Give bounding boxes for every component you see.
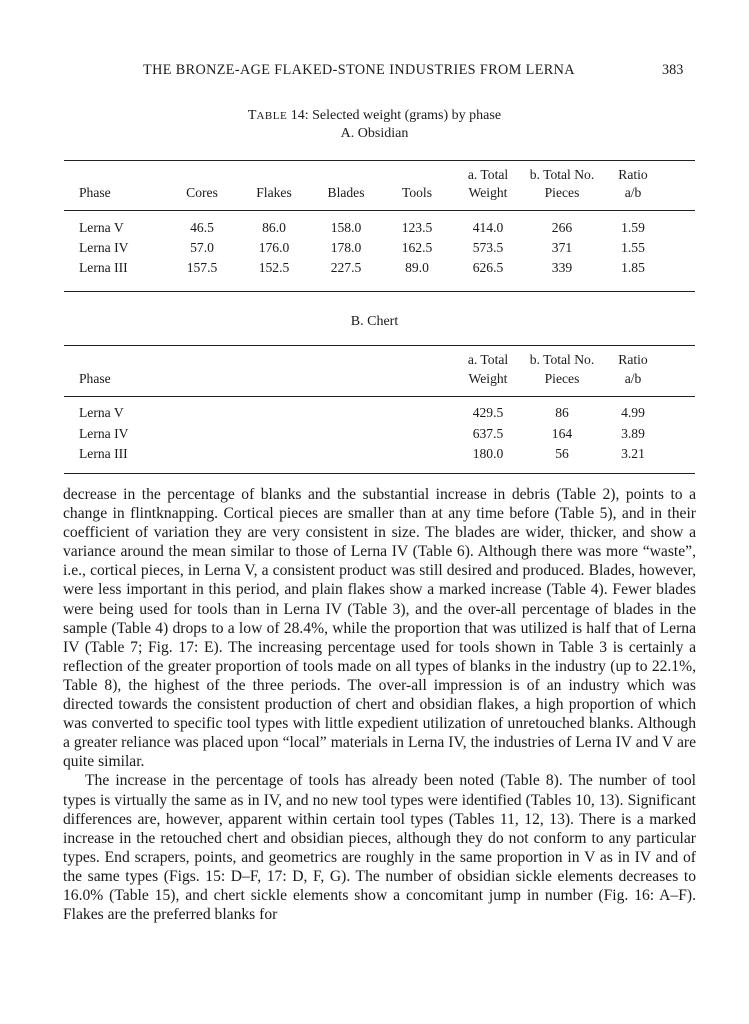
a-header-tools: Tools — [401, 185, 432, 200]
a-row-3-flakes: 152.5 — [258, 260, 290, 275]
a-row-2-tools: 162.5 — [401, 240, 433, 255]
a-header-total-no-1: b. Total No. — [529, 167, 595, 182]
a-header-total-no-2: Pieces — [544, 185, 580, 200]
a-header-total-weight-1: a. Total — [467, 167, 509, 182]
a-row-3-phase: Lerna III — [79, 260, 128, 275]
table-a-top-rule — [64, 160, 695, 161]
b-header-ratio-2: a/b — [624, 371, 642, 386]
table-b-top-rule — [64, 345, 695, 346]
a-row-1-flakes: 86.0 — [262, 220, 286, 235]
table-b-bottom-rule — [64, 473, 695, 474]
a-header-cores: Cores — [186, 185, 218, 200]
b-row-2-phase: Lerna IV — [79, 426, 129, 441]
a-row-2-flakes: 176.0 — [258, 240, 290, 255]
paragraph-1: decrease in the percentage of blanks and the substantial increase in debris (Table 2), points to a change in flintknapping. Cortical pieces are smaller than at any time before (Table 5), and in their coefficient of variation they are very consistent in size. The blades are wider, thicker, and show a variance around the mean similar to those of Lerna IV (Table 6). Although there was more “waste”, i.e., cortical pieces, in Lerna V, a consistent product was still desired and produced. Blades, however, were less important in this period, and plain flakes show a marked increase (Table 4). Fewer blades were being used for tools than in Lerna IV (Table 3), and the over-all percentage of blades in the sample (Table 4) drops to a low of 28.4%, while the proportion that was utilized is half that of Lerna IV (Table 7; Fig. 17: E). The increasing percentage used for tools shown in Table 3 is certainly a reflection of the greater proportion of tools made on all types of blanks in the industry (up to 22.1%, Table 8), the highest of the three periods. The over-all impression is of an industry which was directed towards the consistent production of chert and obsidian flakes, a high proportion of which was converted to specific tool types with little expedient utilization of unretouched blanks. Although a greater reliance was placed upon “local” materials in Lerna IV, the industries of Lerna IV and V are quite similar. — [63, 486, 696, 771]
a-row-3-tools: 89.0 — [405, 260, 429, 275]
b-row-2-ratio: 3.89 — [621, 426, 645, 441]
a-row-3-total-weight: 626.5 — [472, 260, 504, 275]
b-header-total-no-2: Pieces — [544, 371, 580, 386]
section-a-title: A. Obsidian — [340, 126, 409, 141]
a-row-1-phase: Lerna V — [79, 220, 124, 235]
b-header-phase: Phase — [79, 371, 111, 386]
b-row-1-phase: Lerna V — [79, 405, 124, 420]
a-row-2-cores: 57.0 — [190, 240, 214, 255]
caption-number: 14: — [290, 108, 309, 123]
table-b-header-rule — [64, 396, 695, 397]
a-row-1-blades: 158.0 — [330, 220, 362, 235]
b-header-ratio-1: Ratio — [618, 352, 648, 367]
b-row-3-total-weight: 180.0 — [472, 446, 504, 461]
a-row-3-ratio: 1.85 — [621, 260, 645, 275]
paragraph-2: The increase in the percentage of tools has already been noted (Table 8). The number of tool types is virtually the same as in IV, and no new tool types were identified (Tables 10, 13). Significant differences are, however, apparent within certain tool types (Tables 11, 12, 13). There is a marked increase in the retouched chert and obsidian pieces, although they do not conform to any particular types. End scrapers, points, and geometrics are roughly in the same proportion in V as in IV and of the same types (Figs. 15: D–F, 17: D, F, G). The number of obsidian sickle elements decreases to 16.0% (Table 15), and chert sickle elements show a concomitant jump in number (Fig. 16: A–F). Flakes are the preferred blanks for — [63, 772, 696, 924]
b-row-1-ratio: 4.99 — [621, 405, 645, 420]
a-header-blades: Blades — [327, 185, 365, 200]
caption-label-first: T — [247, 108, 257, 123]
caption-text: Selected weight (grams) by phase — [312, 108, 502, 123]
a-row-3-blades: 227.5 — [330, 260, 362, 275]
b-row-2-total-weight: 637.5 — [472, 426, 504, 441]
table-a-bottom-rule — [64, 291, 695, 292]
a-row-1-tools: 123.5 — [401, 220, 433, 235]
a-header-phase: Phase — [79, 185, 111, 200]
caption-label-rest: ABLE — [256, 110, 288, 122]
b-row-3-ratio: 3.21 — [621, 446, 645, 461]
a-row-2-phase: Lerna IV — [79, 240, 129, 255]
b-header-total-weight-2: Weight — [468, 371, 508, 386]
a-header-flakes: Flakes — [256, 185, 292, 200]
a-row-1-cores: 46.5 — [190, 220, 214, 235]
a-row-2-blades: 178.0 — [330, 240, 362, 255]
a-header-ratio-1: Ratio — [618, 167, 648, 182]
page-number: 383 — [662, 62, 684, 78]
a-row-2-total-weight: 573.5 — [472, 240, 504, 255]
b-header-total-no-1: b. Total No. — [529, 352, 595, 367]
body-text — [63, 485, 696, 924]
a-row-2-ratio: 1.55 — [621, 240, 645, 255]
b-row-2-total-no: 164 — [551, 426, 573, 441]
b-header-total-weight-1: a. Total — [467, 352, 509, 367]
b-row-3-phase: Lerna III — [79, 446, 128, 461]
table-a-header-rule — [64, 210, 695, 211]
section-b-title: B. Chert — [350, 314, 399, 329]
a-header-ratio-2: a/b — [624, 185, 642, 200]
a-row-3-total-no: 339 — [551, 260, 573, 275]
a-row-1-ratio: 1.59 — [621, 220, 645, 235]
a-row-2-total-no: 371 — [551, 240, 573, 255]
b-row-3-total-no: 56 — [555, 446, 569, 461]
a-header-total-weight-2: Weight — [468, 185, 508, 200]
b-row-1-total-no: 86 — [555, 405, 569, 420]
running-head-title: THE BRONZE-AGE FLAKED-STONE INDUSTRIES FROM LERNA — [143, 62, 575, 78]
a-row-1-total-weight: 414.0 — [472, 220, 504, 235]
a-row-1-total-no: 266 — [551, 220, 573, 235]
a-row-3-cores: 157.5 — [186, 260, 218, 275]
b-row-1-total-weight: 429.5 — [472, 405, 504, 420]
table-caption — [0, 108, 749, 124]
running-head — [0, 62, 749, 82]
